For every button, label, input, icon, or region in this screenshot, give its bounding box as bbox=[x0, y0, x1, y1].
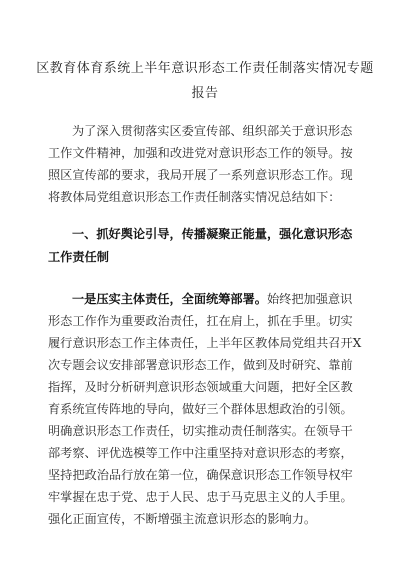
paragraph-1-line-7: 明确意识形态工作责任，切实推动责任制落实。在领导干 bbox=[48, 424, 353, 438]
section-1-heading-line-1: 一、抓好舆论引导，传播凝聚正能量，强化意识形态 bbox=[72, 227, 353, 241]
intro-line-4: 将教体局党组意识形态工作责任制落实情况总结如下： bbox=[48, 190, 341, 204]
document-title-line-1: 区教育体育系统上半年意识形态工作责任制落实情况专题 bbox=[36, 61, 374, 76]
paragraph-1-line-1: 始终把加强意识 bbox=[267, 292, 353, 306]
paragraph-1-line-4: 次专题会议安排部署意识形态工作，做到及时研究、靠前 bbox=[48, 358, 353, 372]
paragraph-1-line-10: 牢掌握在忠于党、忠于人民、忠于马克思主义的人手里。 bbox=[48, 490, 353, 504]
section-1-heading-line-2: 工作责任制 bbox=[48, 250, 109, 264]
paragraph-1-lead: 一是压实主体责任，全面统筹部署。 bbox=[72, 292, 267, 306]
intro-line-2: 工作文件精神，加强和改进党对意识形态工作的领导。按 bbox=[48, 146, 353, 160]
paragraph-1-line-2: 形态工作作为重要政治责任，扛在肩上，抓在手里。切实 bbox=[48, 314, 353, 328]
paragraph-1-first-line bbox=[72, 290, 392, 307]
paragraph-1-line-6: 育系统宣传阵地的导向，做好三个群体思想政治的引领。 bbox=[48, 402, 353, 416]
document-title-line-2: 报告 bbox=[191, 86, 219, 101]
paragraph-1-line-9: 坚持把政治品行放在第一位，确保意识形态工作领导权牢 bbox=[48, 468, 353, 482]
intro-line-3: 照区宣传部的要求，我局开展了一系列意识形态工作。现 bbox=[48, 168, 353, 182]
paragraph-1-line-11: 强化正面宣传，不断增强主流意识形态的影响力。 bbox=[48, 512, 317, 526]
intro-line-1: 为了深入贯彻落实区委宣传部、组织部关于意识形态 bbox=[72, 124, 353, 138]
paragraph-1-line-5: 指挥，及时分析研判意识形态领域重大问题，把好全区教 bbox=[48, 380, 353, 394]
paragraph-1-line-3: 履行意识形态工作主体责任，上半年区教体局党组共召开X bbox=[48, 336, 362, 350]
paragraph-1-line-8: 部考察、评优选模等工作中注重坚持对意识形态的考察， bbox=[48, 446, 353, 460]
